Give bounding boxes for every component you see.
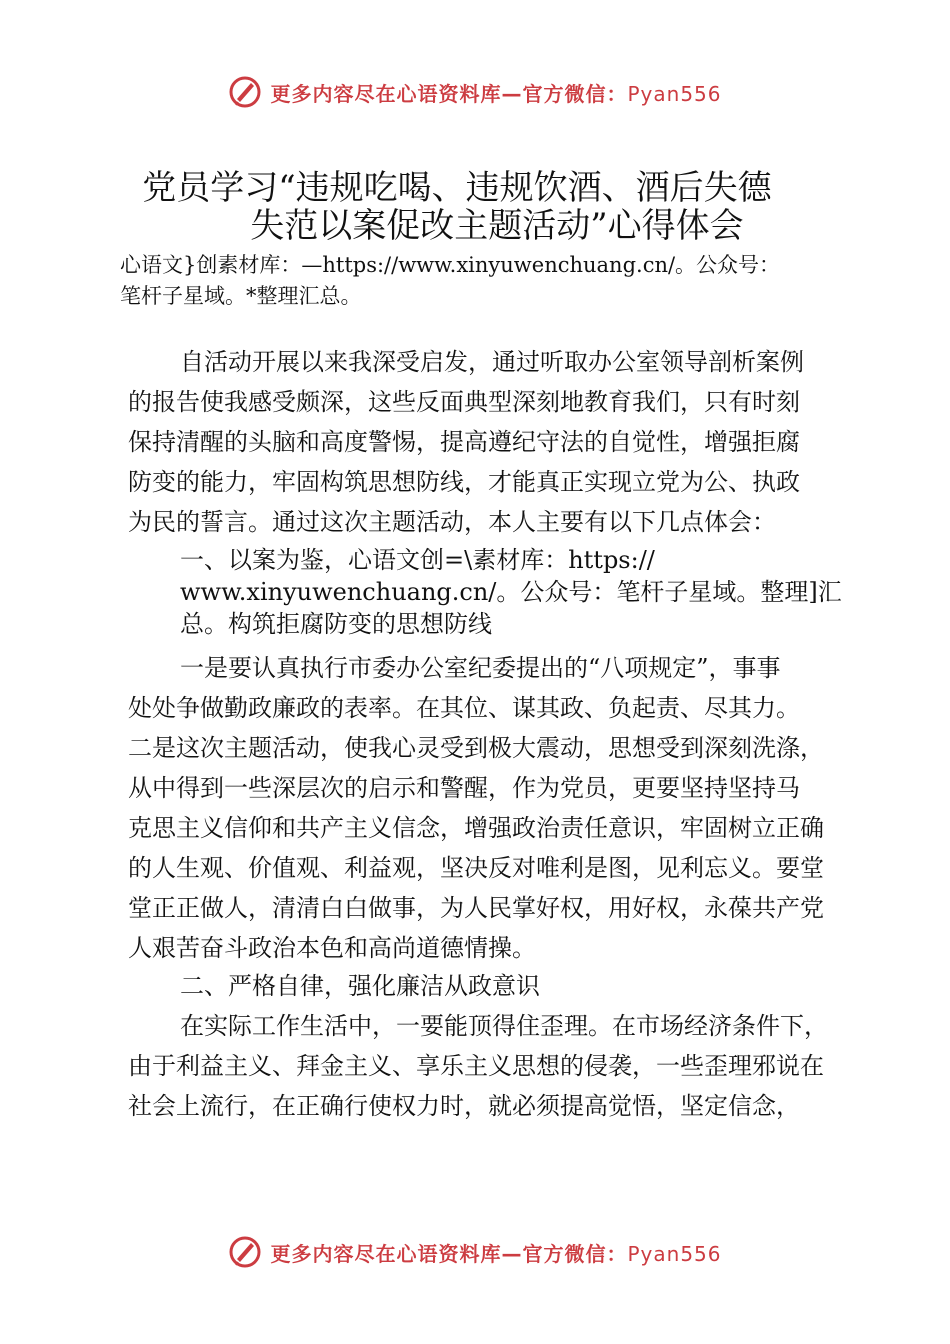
brand-logo-icon — [228, 75, 262, 109]
paragraph-section-1 — [128, 648, 848, 968]
text-line: 在实际工作生活中，一要能顶得住歪理。在市场经济条件下， — [180, 1012, 828, 1040]
text-line: 人艰苦奋斗政治本色和高尚道德情操。 — [128, 934, 536, 962]
text-line: 从中得到一些深层次的启示和警醒，作为党员，更要坚持坚持马 — [128, 774, 800, 802]
text-line: 二、严格自律，强化廉洁从政意识 — [180, 972, 540, 1000]
section-heading-2 — [128, 966, 848, 1006]
text-line: 保持清醒的头脑和高度警惕，提高遵纪守法的自觉性，增强拒腐 — [128, 428, 800, 456]
text-line: 处处争做勤政廉政的表率。在其位、谋其政、负起责、尽其力。 — [128, 694, 800, 722]
text-line: 由于利益主义、拜金主义、享乐主义思想的侵袭，一些歪理邪说在 — [128, 1052, 824, 1080]
text-line: 一、以案为鉴，心语文创=\素材库：https:// — [180, 546, 655, 574]
paragraph-intro — [128, 342, 848, 542]
text-line: www.xinyuwenchuang.cn/。公众号：笔杆子星域。整理]汇 — [180, 578, 842, 606]
banner-text-id: Pyan556 — [627, 81, 722, 106]
text-line: 社会上流行，在正确行使权力时，就必须提高觉悟，坚定信念， — [128, 1092, 800, 1120]
document-title-line-2: 失范以案促改主题活动”心得体会 — [250, 206, 744, 246]
header-watermark-banner — [0, 72, 950, 112]
text-line: 堂正正做人，清清白白做事，为人民掌好权，用好权，永葆共产党 — [128, 894, 824, 922]
section-heading-1 — [180, 544, 900, 640]
document-title-line-1: 党员学习“违规吃喝、违规饮酒、酒后失德 — [142, 168, 772, 208]
banner-text-cn: 更多内容尽在心语资料库—官方微信： — [270, 81, 628, 106]
source-line-1: 心语文}创素材库：—https://www.xinyuwenchuang.cn/。公众号： — [120, 253, 781, 277]
footer-watermark-banner — [0, 1232, 950, 1272]
text-line: 二是这次主题活动，使我心灵受到极大震动，思想受到深刻洗涤， — [128, 734, 824, 762]
text-line: 一是要认真执行市委办公室纪委提出的“八项规定”，事事 — [180, 654, 781, 682]
banner-text-cn: 更多内容尽在心语资料库—官方微信： — [270, 1241, 628, 1266]
text-line: 自活动开展以来我深受启发，通过听取办公室领导剖析案例 — [180, 348, 804, 376]
text-line: 克思主义信仰和共产主义信念，增强政治责任意识，牢固树立正确 — [128, 814, 824, 842]
source-line-2: 笔杆子星域。*整理汇总。 — [120, 284, 362, 308]
banner-text-id: Pyan556 — [627, 1241, 722, 1266]
text-line: 防变的能力，牢固构筑思想防线，才能真正实现立党为公、执政 — [128, 468, 800, 496]
text-line: 的人生观、价值观、利益观，坚决反对唯利是图，见利忘义。要堂 — [128, 854, 824, 882]
banner-text — [270, 78, 721, 107]
brand-logo-icon — [228, 1235, 262, 1269]
text-line: 为民的誓言。通过这次主题活动，本人主要有以下几点体会： — [128, 508, 776, 536]
text-line: 总。构筑拒腐防变的思想防线 — [180, 610, 492, 638]
text-line: 的报告使我感受颇深，这些反面典型深刻地教育我们，只有时刻 — [128, 388, 800, 416]
banner-text — [270, 1238, 721, 1267]
paragraph-section-2 — [128, 1006, 848, 1126]
